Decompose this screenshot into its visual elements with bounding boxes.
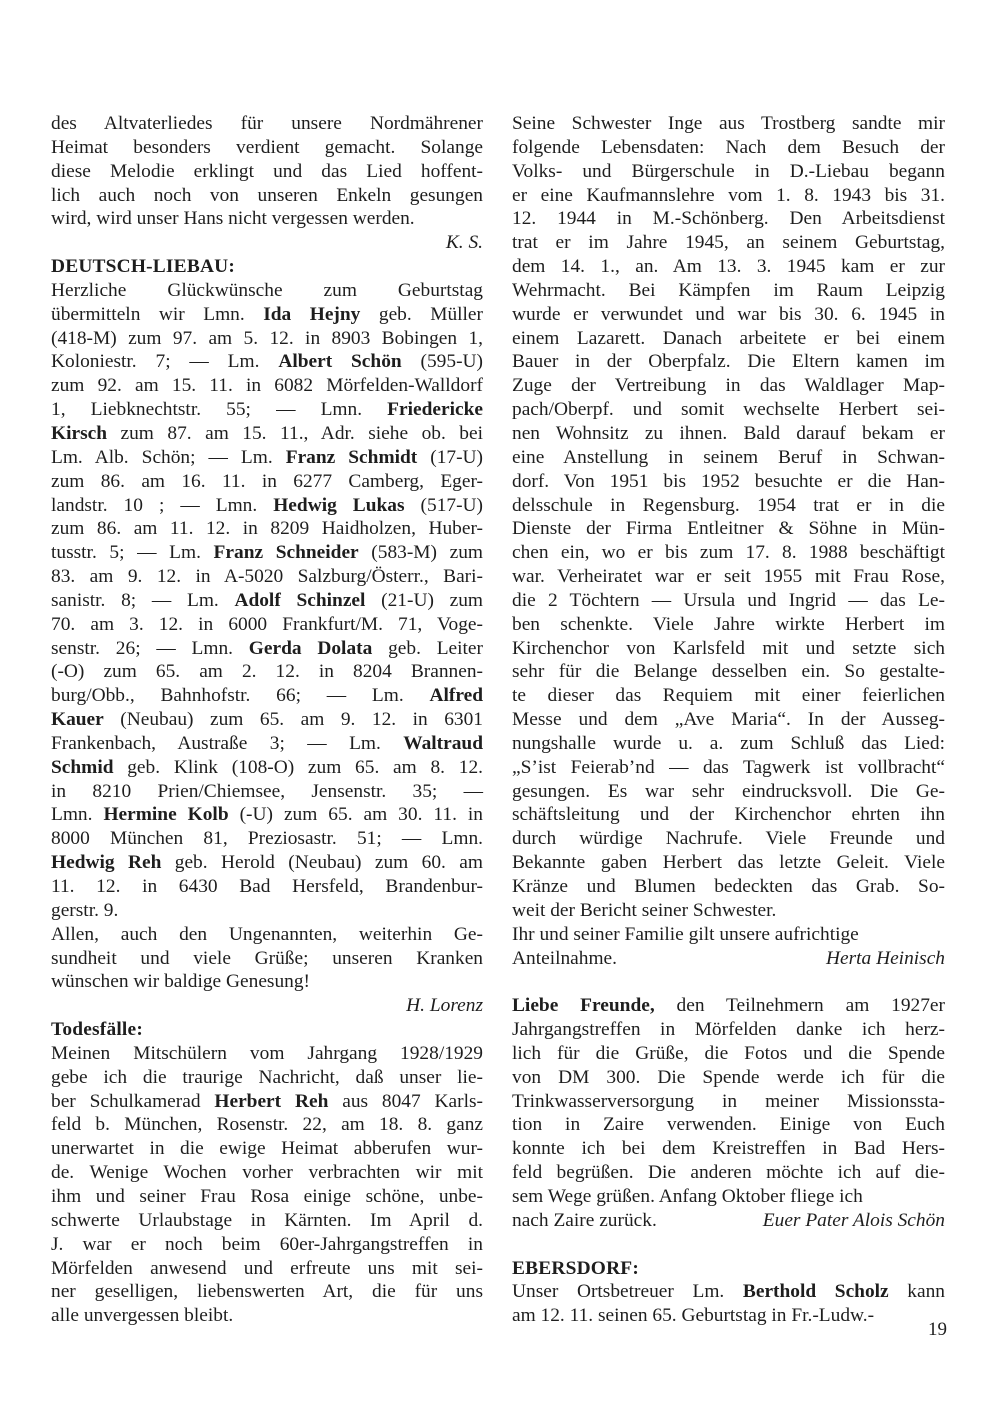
- text-line: Zuge der Vertreibung in das Waldlager Map-: [512, 375, 945, 397]
- thanks-paragraph: [512, 994, 945, 1209]
- text-line: pach/Oberpf. und somit wechselte Herbert sei-: [512, 399, 945, 421]
- text-line: de. Wenige Wochen vorher verbrachten wir mit: [51, 1162, 483, 1184]
- section-heading-todesfaelle: Todesfälle:: [51, 1019, 143, 1041]
- text-line: tion in Zaire verwenden. Einige von Euch: [512, 1114, 945, 1136]
- intro-signature: K. S.: [445, 232, 483, 254]
- text-line: feld b. München, Rosenstr. 22, am 18. 8. ganz: [51, 1114, 483, 1136]
- intro-paragraph: [51, 112, 483, 231]
- text-line: nungshalle wurde u. a. zum Schluß das Lied:: [512, 732, 945, 754]
- section-heading-deutsch-liebau: DEUTSCH-LIEBAU:: [51, 256, 236, 278]
- text-line: Lmn. Hermine Kolb (-U) zum 65. am 30. 11. in: [51, 804, 483, 826]
- text-line: schäftsleitung und der Kirchenchor ehrten ihn: [512, 804, 945, 826]
- text-line: dem 14. 1., an. Am 13. 3. 1945 kam er zur: [512, 256, 945, 278]
- ebersdorf-paragraph: [512, 1280, 945, 1328]
- right-column: [512, 112, 945, 1328]
- text-line: Koloniestr. 7; — Lm. Albert Schön (595-U): [51, 351, 483, 373]
- text-line: zum 86. am 16. 11. in 6277 Camberg, Eger-: [51, 470, 483, 492]
- text-line: Kränze und Blumen bedeckten das Grab. So-: [512, 876, 945, 897]
- text-line: zum 86. am 11. 12. in 8209 Haidholzen, Huber-: [51, 518, 483, 540]
- condolence-paragraph: [512, 923, 945, 947]
- text-line: Ihr und seiner Familie gilt unsere aufrichtige: [512, 923, 859, 945]
- condolence-last-line: [512, 947, 945, 971]
- text-line: konnte ich bei dem Kreistreffen in Bad Hers-: [512, 1138, 945, 1160]
- condolence-last-line-text: Anteilnahme.: [512, 947, 618, 969]
- text-line: Allen, auch den Ungenannten, weiterhin Ge-: [51, 923, 483, 945]
- spacer: [512, 970, 945, 994]
- text-line: lich auch noch von unseren Enkeln gesungen: [51, 184, 483, 206]
- text-line: Bekannte gaben Herbert das letzte Geleit. Viele: [512, 852, 945, 874]
- text-line: Trinkwasserversorgung in meiner Missionssta-: [512, 1090, 945, 1112]
- text-line: Seine Schwester Inge aus Trostberg sandte mir: [512, 113, 945, 134]
- text-line: wünschen wir baldige Genesung!: [51, 971, 311, 993]
- text-line: Jahrgangstreffen in Mörfelden danke ich herz-: [512, 1019, 945, 1041]
- biography-paragraph: [512, 112, 945, 923]
- text-line: trat er im Jahre 1945, an seinem Geburtstag,: [512, 232, 945, 254]
- text-line: senstr. 26; — Lmn. Gerda Dolata geb. Leiter: [51, 637, 483, 659]
- text-line: Hedwig Reh geb. Herold (Neubau) zum 60. am: [51, 852, 483, 874]
- text-line: gebe ich die traurige Nachricht, daß unser lie-: [51, 1066, 483, 1088]
- text-line: feld begrüßen. Die anderen möchte ich auf die-: [512, 1162, 945, 1184]
- text-line: 8000 München 81, Preziosastr. 51; — Lmn.: [51, 828, 483, 850]
- text-line: delsschule in Regensburg. 1954 trat er in die: [512, 494, 945, 516]
- text-line: Volks- und Bürgerschule in D.-Liebau begann: [512, 160, 945, 182]
- text-line: diese Melodie erklingt und das Lied hoffent-: [51, 160, 483, 182]
- spacer: [512, 1233, 945, 1257]
- text-line: einem Lazarett. Danach arbeitete er bei einem: [512, 327, 945, 349]
- text-line: Liebe Freunde, den Teilnehmern am 1927er: [512, 995, 945, 1017]
- text-line: dorf. Von 1951 bis 1952 besuchte er die Han-: [512, 470, 945, 492]
- condolence-signature: Herta Heinisch: [825, 947, 945, 969]
- text-line: J. war er noch beim 60er-Jahrgangstreffen in: [51, 1233, 483, 1255]
- text-line: übermitteln wir Lmn. Ida Hejny geb. Müller: [51, 303, 483, 325]
- text-line: (-O) zum 65. am 2. 12. in 8204 Brannen-: [51, 661, 483, 683]
- thanks-last-line-text: nach Zaire zurück.: [512, 1209, 657, 1231]
- text-line: 83. am 9. 12. in A-5020 Salzburg/Österr., Bari-: [51, 566, 483, 588]
- text-line: 70. am 3. 12. in 6000 Frankfurt/M. 71, Voge-: [51, 613, 483, 635]
- text-line: wurde er verwundet und war bis 30. 6. 1945 in: [512, 303, 945, 325]
- text-line: nen Wohnsitz zu ihnen. Bald darauf bekam er: [512, 422, 945, 444]
- text-line: sehr für die Belange desselben ein. So gestalte-: [512, 661, 945, 683]
- text-line: 1, Liebknechtstr. 55; — Lmn. Friedericke: [51, 399, 483, 421]
- text-line: die 2 Töchtern — Ursula und Ingrid — das Le-: [512, 589, 945, 611]
- text-line: Herzliche Glückwünsche zum Geburtstag: [51, 279, 483, 301]
- text-line: alle unvergessen bleibt.: [51, 1305, 234, 1327]
- section-heading-ebersdorf: EBERSDORF:: [512, 1257, 639, 1279]
- text-line: Kirchenchor von Karlsfeld mit und setzte sich: [512, 637, 945, 659]
- thanks-signature: Euer Pater Alois Schön: [762, 1209, 945, 1231]
- text-line: Dienste der Firma Entleitner & Söhne in Mün-: [512, 518, 945, 540]
- text-line: landstr. 10 ; — Lmn. Hedwig Lukas (517-U): [51, 494, 483, 516]
- text-line: sem Wege grüßen. Anfang Oktober fliege ich: [512, 1185, 863, 1207]
- page-number: 19: [928, 1319, 947, 1340]
- text-line: Kirsch zum 87. am 15. 11., Adr. siehe ob. bei: [51, 422, 483, 444]
- text-line: unerwartet in die ewige Heimat abberufen wur-: [51, 1138, 483, 1160]
- text-line: ihm und seiner Frau Rosa einige schöne, unbe-: [51, 1185, 483, 1207]
- thanks-last-line: [512, 1209, 945, 1233]
- text-line: gerstr. 9.: [51, 899, 119, 921]
- text-line: Kauer (Neubau) zum 65. am 9. 12. in 6301: [51, 709, 483, 731]
- text-line: Unser Ortsbetreuer Lm. Berthold Scholz kann: [512, 1281, 945, 1303]
- text-line: Meinen Mitschülern vom Jahrgang 1928/1929: [51, 1042, 483, 1064]
- text-line: te dieser das Requiem mit einer feierlichen: [512, 685, 945, 707]
- text-line: burg/Obb., Bahnhofstr. 66; — Lm. Alfred: [51, 685, 483, 707]
- text-line: chen ein, wo er bis zum 17. 8. 1988 beschäftigt: [512, 542, 945, 564]
- text-line: am 12. 11. seinen 65. Geburtstag in Fr.-Ludw.-: [512, 1305, 875, 1327]
- text-line: von DM 300. Die Spende werde ich für die: [512, 1066, 945, 1088]
- text-line: eine Anstellung in seinem Beruf in Schwan-: [512, 446, 945, 468]
- text-line: „S’ist Feierab’nd — das Tagwerk ist vollbracht“: [512, 756, 945, 778]
- text-line: zum 92. am 15. 11. in 6082 Mörfelden-Walldorf: [51, 375, 483, 397]
- birthday-greetings-paragraph: [51, 279, 483, 923]
- text-line: Messe und dem „Ave Maria“. In der Ausseg-: [512, 709, 945, 731]
- text-line: Heimat besonders verdient gemacht. Solange: [51, 136, 483, 158]
- text-line: Frankenbach, Austraße 3; — Lm. Waltraud: [51, 732, 483, 754]
- text-line: gesungen. Es war sehr eindrucksvoll. Die Ge-: [512, 780, 945, 802]
- text-line: Mörfelden anwesend und erfreute uns mit sei-: [51, 1257, 483, 1279]
- closing-signature: H. Lorenz: [406, 995, 483, 1017]
- text-line: in 8210 Prien/Chiemsee, Jensenstr. 35; —: [51, 780, 483, 802]
- text-line: folgende Lebensdaten: Nach dem Besuch der: [512, 136, 945, 158]
- text-line: tusstr. 5; — Lm. Franz Schneider (583-M) zum: [51, 542, 484, 564]
- left-column: [51, 112, 483, 1328]
- text-line: sanistr. 8; — Lm. Adolf Schinzel (21-U) zum: [51, 589, 483, 611]
- closing-paragraph: [51, 923, 483, 995]
- text-line: Wehrmacht. Bei Kämpfen im Raum Leipzig: [512, 279, 945, 301]
- text-line: wird, wird unser Hans nicht vergessen werden.: [51, 208, 415, 230]
- text-line: weit der Bericht seiner Schwester.: [512, 899, 777, 921]
- text-line: 12. 1944 in M.-Schönberg. Den Arbeitsdienst: [512, 208, 945, 230]
- text-line: 11. 12. in 6430 Bad Hersfeld, Brandenbur-: [51, 876, 483, 897]
- text-line: schwerte Urlaubstage in Kärnten. Im April d.: [51, 1209, 483, 1231]
- text-line: Bauer in der Oberpfalz. Die Eltern kamen im: [512, 351, 945, 373]
- text-line: (418-M) zum 97. am 5. 12. in 8903 Bobingen 1,: [51, 327, 483, 349]
- text-line: ber Schulkamerad Herbert Reh aus 8047 Karls-: [51, 1090, 483, 1112]
- text-line: Lm. Alb. Schön; — Lm. Franz Schmidt (17-U): [51, 446, 484, 468]
- text-line: er eine Kaufmannslehre vom 1. 8. 1943 bis 31.: [512, 184, 945, 206]
- text-line: durch würdige Nachrufe. Viele Freunde und: [512, 828, 945, 850]
- text-line: des Altvaterliedes für unsere Nordmährener: [51, 113, 483, 134]
- text-line: war. Verheiratet war er seit 1955 mit Frau Rose,: [512, 566, 945, 588]
- obituary-paragraph: [51, 1042, 483, 1328]
- text-line: ner geselligen, liebenswerten Art, die für uns: [51, 1281, 483, 1303]
- text-line: sundheit und viele Grüße; unseren Kranken: [51, 947, 483, 969]
- text-line: ben schenkte. Viele Jahre wirkte Herbert im: [512, 613, 945, 635]
- text-line: lich für die Grüße, die Fotos und die Spende: [512, 1042, 945, 1064]
- text-line: Schmid geb. Klink (108-O) zum 65. am 8. 12.: [51, 756, 483, 778]
